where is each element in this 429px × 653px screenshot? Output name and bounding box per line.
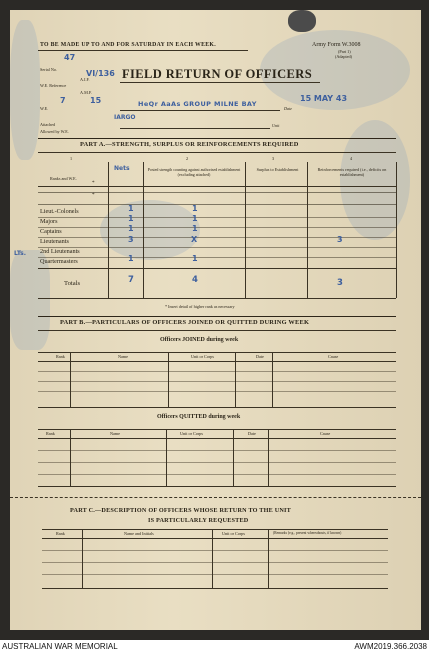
row-rule: [38, 247, 396, 248]
section-rule: [38, 138, 396, 139]
col-number: 3: [272, 156, 275, 161]
rule: [38, 352, 396, 353]
we-cell: 1: [128, 254, 134, 263]
ink-stain: [10, 250, 50, 350]
footer-institution: AUSTRALIAN WAR MEMORIAL: [2, 642, 118, 651]
totals-we: 7: [128, 275, 134, 285]
rule: [120, 110, 280, 111]
rule: [120, 128, 270, 129]
col-number: 2: [186, 156, 189, 161]
col-divider: [233, 429, 234, 486]
date-label: Date: [284, 106, 293, 111]
col-divider: [272, 352, 273, 407]
rank-cell: Majors: [40, 218, 58, 225]
part-c-title-line1: PART C.—DESCRIPTION OF OFFICERS WHOSE RETURN TO THE UNIT: [70, 507, 291, 514]
row-rule: [42, 550, 388, 551]
form-title: FIELD RETURN OF OFFICERS: [122, 67, 313, 81]
col-header: Name: [118, 354, 128, 359]
col-header-posted: Posted strength counting against authorised establishment (excluding attached): [147, 167, 241, 177]
rank-cell: 2nd Lieutenants: [40, 248, 80, 255]
rank-cell: *: [92, 180, 95, 186]
unit-handwritten: HeQr AaAs GROUP MILNE BAY: [138, 100, 257, 108]
row-rule: [38, 217, 396, 218]
col-divider: [307, 162, 308, 298]
col-number: 4: [350, 156, 353, 161]
we-cell: 3: [128, 235, 134, 244]
rule: [42, 588, 388, 589]
posted-cell: 1: [192, 214, 198, 223]
we-cell: 1: [128, 214, 134, 223]
row-rule: [38, 204, 396, 205]
row-rule: [38, 268, 396, 269]
we-cell: 1: [128, 224, 134, 233]
col-divider: [245, 162, 246, 298]
we-cell: 1: [128, 204, 134, 213]
col-header-ranks: Ranks and W.E.: [50, 176, 77, 181]
col-header: Rank: [46, 431, 55, 436]
footer-accession-number: AWM2019.366.2038: [354, 642, 427, 651]
we-handwritten: Nets: [114, 165, 130, 172]
col-header: Date: [256, 354, 264, 359]
rank-cell: Quartermasters: [40, 258, 78, 265]
amf-label: A.M.F.: [80, 90, 92, 95]
ink-stain: [10, 20, 40, 160]
row-rule: [38, 391, 396, 392]
quitted-title: Officers QUITTED during week: [157, 414, 241, 420]
rule: [38, 438, 396, 439]
col-header: Date: [248, 431, 256, 436]
col-header: Unit or Corps: [222, 531, 246, 536]
col-divider: [268, 529, 269, 588]
col-divider: [235, 352, 236, 407]
title-underline: [120, 82, 320, 83]
col-header: Cause: [328, 354, 339, 359]
totals-reinf: 3: [337, 278, 343, 288]
col-divider: [82, 529, 83, 588]
posted-cell: 1: [192, 224, 198, 233]
rule: [38, 186, 396, 187]
section-rule: [38, 316, 396, 317]
we-label: W.E.: [40, 106, 49, 111]
row-rule: [38, 462, 396, 463]
col-header: Unit or Corps: [191, 354, 215, 359]
col-divider: [268, 429, 269, 486]
we-value-2: 15: [90, 96, 102, 105]
totals-posted: 4: [192, 275, 198, 285]
rank-cell: *: [92, 192, 95, 198]
form-name: Army Form W.3008: [312, 42, 361, 48]
col-header: Rank: [56, 354, 65, 359]
attached-label: Attached: [40, 122, 56, 127]
rank-cell: Captains: [40, 228, 62, 235]
col-divider: [70, 429, 71, 486]
row-rule: [38, 227, 396, 228]
serial-label: Serial No.: [40, 67, 57, 72]
posted-cell: 1: [192, 254, 198, 263]
aif-value: VI/136: [86, 69, 115, 78]
row-rule: [38, 381, 396, 382]
row-rule: [38, 257, 396, 258]
col-number: 1: [70, 156, 73, 161]
col-divider: [143, 162, 144, 298]
rule: [38, 407, 396, 408]
rule: [38, 429, 396, 430]
form-part: (Part 1): [338, 49, 351, 54]
row-rule: [38, 298, 396, 299]
col-divider: [212, 529, 213, 588]
margin-note: LTs.: [14, 250, 26, 257]
allowed-label: Allowed by W.E.: [40, 129, 69, 134]
form-sheet: [10, 10, 421, 630]
col-divider: [396, 162, 397, 298]
reinf-cell: 3: [337, 235, 343, 244]
ink-stain: [100, 200, 200, 260]
row-rule: [38, 474, 396, 475]
rule: [42, 538, 388, 539]
rule: [38, 361, 396, 362]
col-divider: [168, 352, 169, 407]
serial-value: 47: [64, 53, 76, 62]
part-c-title-line2: IS PARTICULARLY REQUESTED: [148, 517, 249, 524]
col-header-surplus: Surplus to Establishment: [256, 167, 299, 172]
col-header-reinforcements: Reinforcements required (i.e., deficits on establishment): [317, 167, 387, 177]
dark-blot: [288, 10, 316, 32]
part-a-title: PART A.—STRENGTH, SURPLUS OR REINFORCEMENTS REQUIRED: [80, 141, 299, 148]
col-header: Unit or Corps: [180, 431, 204, 436]
part-b-title: PART B.—PARTICULARS OF OFFICERS JOINED OR QUITTED DURING WEEK: [60, 319, 310, 326]
perforation-line: [10, 497, 421, 498]
rule: [38, 486, 396, 487]
section-rule: [38, 330, 396, 331]
row-rule: [42, 562, 388, 563]
part-a-footnote: * Insert detail of higher rank as necessary: [165, 304, 235, 309]
rule: [42, 529, 388, 530]
row-rule: [38, 371, 396, 372]
attached-value: IARGO: [114, 114, 136, 121]
col-header: Rank: [56, 531, 65, 536]
date-value: 15 MAY 43: [300, 94, 348, 103]
col-header: (Remarks (e.g., present whereabouts, if known): [273, 531, 342, 535]
row-rule: [38, 450, 396, 451]
unit-label: Unit: [272, 123, 280, 128]
rank-cell: Lieutenants: [40, 238, 69, 245]
aif-label: A.I.F.: [80, 77, 90, 82]
archive-footer: [0, 640, 429, 653]
we-reference-label: W.E. Reference: [40, 83, 67, 88]
totals-label: Totals: [64, 280, 81, 287]
col-header: Cause: [320, 431, 331, 436]
posted-cell: 1: [192, 204, 198, 213]
we-value-1: 7: [60, 96, 66, 105]
row-rule: [42, 574, 388, 575]
form-adapted: (Adapted): [335, 54, 352, 59]
joined-title: Officers JOINED during week: [160, 337, 239, 343]
rank-cell: Lieut.-Colonels: [40, 208, 79, 215]
rule: [38, 50, 248, 51]
section-rule: [38, 152, 396, 153]
col-header: Name: [110, 431, 120, 436]
col-divider: [108, 162, 109, 298]
col-divider: [70, 352, 71, 407]
posted-cell: X: [191, 235, 198, 244]
header-instruction: TO BE MADE UP TO AND FOR SATURDAY IN EACH WEEK.: [40, 42, 216, 48]
col-divider: [166, 429, 167, 486]
col-header: Name and Initials: [124, 531, 154, 536]
